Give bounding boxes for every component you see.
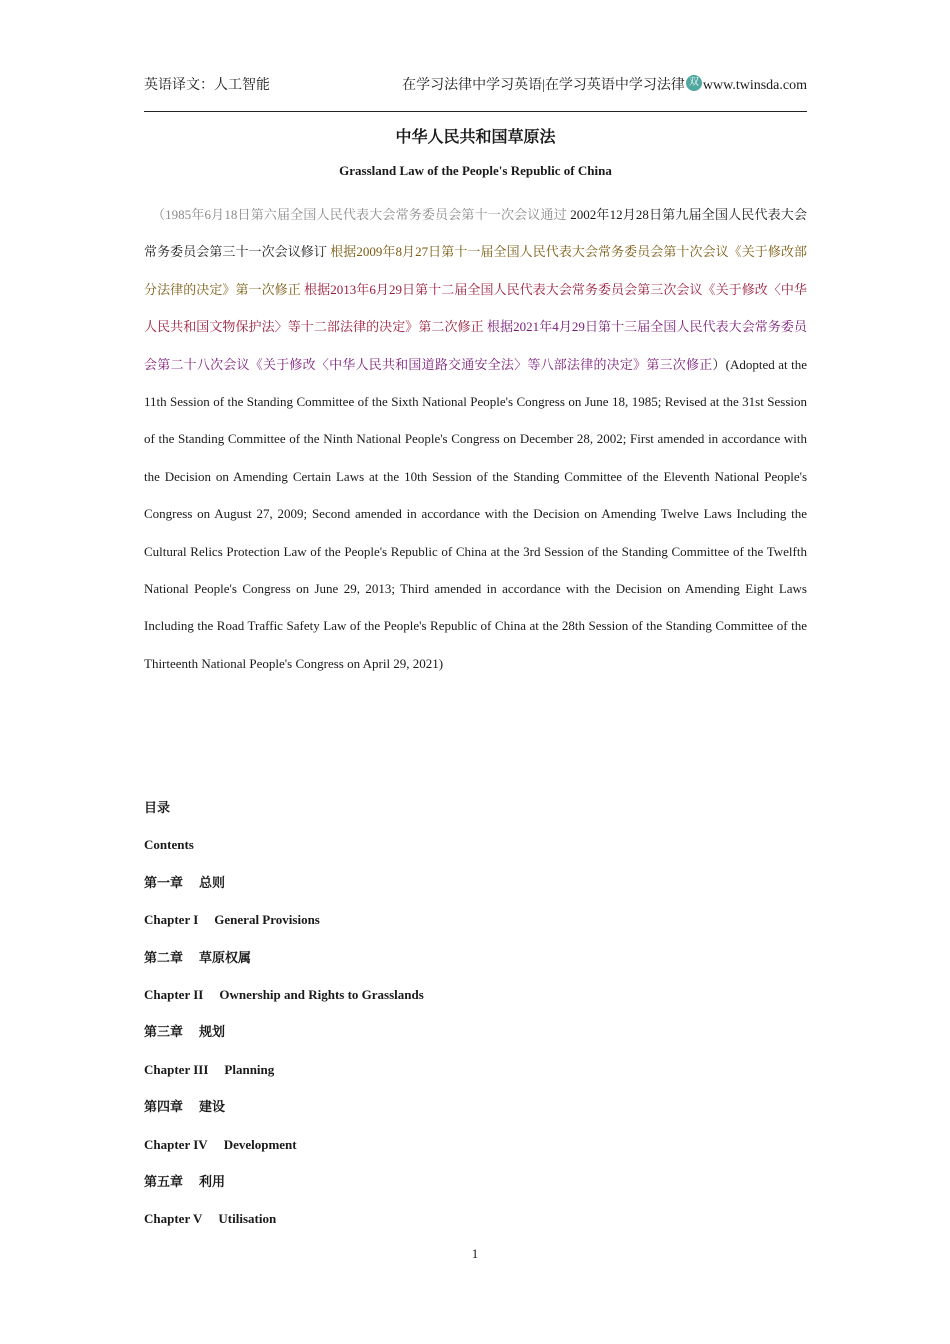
chapter-number: Chapter III — [144, 1061, 209, 1077]
chapter-title: 总则 — [199, 874, 226, 890]
chapter-number: Chapter II — [144, 986, 204, 1002]
preamble-amendment-2009: 根据2009年8月27日第十一届全国人民代表大会常务委员会第十次会议《关于修改部分法律的决定》第一次修正 — [144, 244, 807, 297]
document-title-cn: 中华人民共和国草原法 — [395, 127, 556, 146]
chapter-title: Planning — [224, 1061, 275, 1077]
toc-chapter-4-cn[interactable] — [144, 1096, 807, 1133]
toc-chapter-3-en[interactable] — [144, 1059, 807, 1096]
chapter-number: 第三章 — [144, 1024, 184, 1040]
page-header — [144, 72, 807, 94]
toc-heading-en: Contents — [144, 837, 194, 853]
preamble-open-paren: （ — [152, 207, 166, 222]
chapter-title: 建设 — [199, 1099, 226, 1115]
chapter-title: 草原权属 — [199, 949, 252, 965]
table-of-contents — [144, 797, 807, 1246]
chapter-title: 利用 — [199, 1173, 226, 1189]
preamble-amendment-2021: 根据2021年4月29日第十三届全国人民代表大会常务委员会第二十八次会议《关于修改〈中华人民共和国道路交通安全法〉等八部法律的决定》第三次修正 — [144, 319, 807, 372]
header-right — [402, 74, 807, 94]
chapter-title: 规划 — [199, 1024, 226, 1040]
preamble-adoption: 1985年6月18日第六届全国人民代表大会常务委员会第十一次会议通过 — [165, 207, 567, 222]
twinsda-logo-icon: 双 — [686, 75, 702, 91]
page-number: 1 — [471, 1246, 479, 1261]
chapter-number: Chapter I — [144, 912, 199, 928]
preamble-close-paren: ） — [712, 356, 726, 372]
header-site-link[interactable]: www.twinsda.com — [702, 78, 807, 93]
preamble-english: (Adopted at the 11th Session of the Standing Committee of the Sixth National People's Congress on June 18, 1985; Revised at the 31st Session of the Standing Committee of the Ninth National People's Congress on December 28, 2002; First amended in accordance with the Decision on Amending Certain Laws at the 10th Session of the Standing Committee of the Eleventh National People's Congress on August 27, 2009; Second amended in accordance with the Decision on Amending Twelve Laws Including the Cultural Relics Protection Law of the People's Republic of China at the 3rd Session of the Standing Committee of the Twelfth National People's Congress on June 29, 2013; Third amended in accordance with the Decision on Amending Eight Laws Including the Road Traffic Safety Law of the People's Republic of China at the 28th Session of the Standing Committee of the Thirteenth National People's Congress on April 29, 2021) — [144, 356, 807, 671]
toc-chapter-2-en[interactable] — [144, 984, 807, 1021]
chapter-number: 第二章 — [144, 949, 184, 965]
toc-chapter-1-cn[interactable] — [144, 872, 807, 909]
preamble-revision-2002: 2002年12月28日第九届全国人民代表大会常务委员会第三十一次会议修订 — [144, 207, 807, 260]
chapter-title: General Provisions — [214, 912, 320, 928]
toc-chapter-2-cn[interactable] — [144, 947, 807, 984]
chapter-title: Utilisation — [218, 1211, 277, 1227]
chapter-number: 第一章 — [144, 874, 184, 890]
header-left-label: 英语译文：人工智能 — [144, 78, 270, 93]
preamble-amendment-2013: 根据2013年6月29日第十二届全国人民代表大会常务委员会第三次会议《关于修改〈中华人民共和国文物保护法〉等十二部法律的决定》第二次修正 — [144, 281, 807, 335]
toc-heading-cn: 目录 — [144, 800, 171, 815]
chapter-number: Chapter V — [144, 1211, 203, 1227]
toc-chapter-4-en[interactable] — [144, 1134, 807, 1171]
toc-chapter-5-en[interactable] — [144, 1208, 807, 1245]
header-divider — [144, 111, 807, 112]
chapter-title: Development — [223, 1136, 297, 1152]
chapter-number: 第四章 — [144, 1099, 184, 1115]
header-slogan: 在学习法律中学习英语|在学习英语中学习法律 — [402, 78, 685, 93]
chapter-number: 第五章 — [144, 1173, 184, 1189]
toc-chapter-5-cn[interactable] — [144, 1171, 807, 1208]
document-title-en: Grassland Law of the People's Republic of China — [339, 163, 612, 178]
chapter-title: Ownership and Rights to Grasslands — [219, 986, 424, 1002]
toc-chapter-1-en[interactable] — [144, 909, 807, 946]
preamble-paragraph — [144, 196, 807, 682]
chapter-number: Chapter IV — [144, 1136, 208, 1152]
toc-chapter-3-cn[interactable] — [144, 1021, 807, 1058]
